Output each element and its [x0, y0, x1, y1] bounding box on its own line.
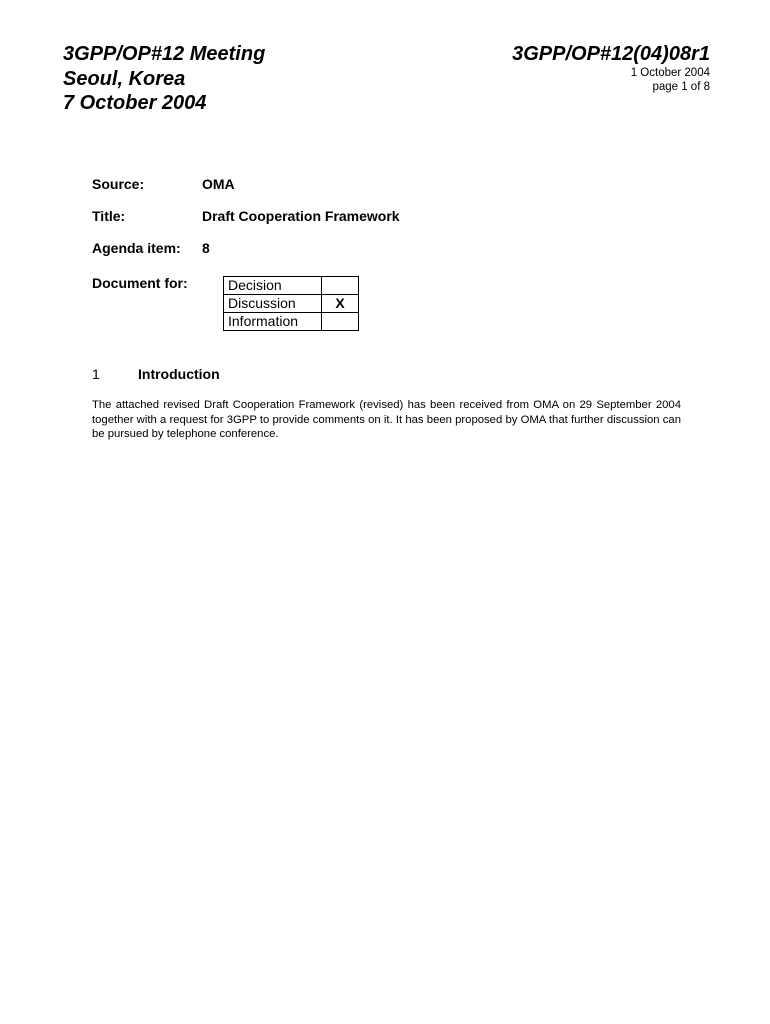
meeting-info [63, 42, 265, 116]
meeting-location: Seoul, Korea [63, 67, 186, 90]
option-decision: Decision [224, 277, 322, 295]
introduction-paragraph: The attached revised Draft Cooperation Framework (revised) has been received from OMA on 29 September 2004 together with a request for 3GPP to provide comments on it. It has been proposed by OMA that further discussion can be pursued by telephone conference. [92, 399, 681, 440]
section-heading [92, 366, 220, 382]
document-for-table [223, 276, 359, 331]
decision-mark [322, 277, 359, 295]
title-value: Draft Cooperation Framework [202, 208, 400, 224]
section-title: Introduction [138, 366, 220, 382]
option-information: Information [224, 313, 322, 331]
meeting-date: 7 October 2004 [63, 92, 207, 114]
source-value: OMA [202, 176, 235, 192]
information-mark [322, 313, 359, 331]
source-row [92, 176, 235, 192]
document-number: 3GPP/OP#12(04)08r1 [512, 43, 710, 65]
title-label: Title: [92, 208, 126, 224]
table-row [224, 295, 359, 313]
agenda-value: 8 [202, 240, 210, 256]
section-number: 1 [92, 366, 100, 382]
agenda-label: Agenda item: [92, 240, 181, 256]
option-discussion: Discussion [224, 295, 322, 313]
document-for-row [92, 275, 188, 291]
agenda-row [92, 240, 210, 256]
discussion-mark: X [322, 295, 359, 313]
title-row [92, 208, 400, 224]
page-info: page 1 of 8 [652, 81, 710, 93]
table-row [224, 313, 359, 331]
document-date: 1 October 2004 [630, 67, 710, 79]
meeting-name: 3GPP/OP#12 Meeting [63, 43, 266, 65]
document-for-label: Document for: [92, 275, 188, 291]
document-reference [512, 42, 710, 94]
table-row [224, 277, 359, 295]
source-label: Source: [92, 176, 145, 192]
